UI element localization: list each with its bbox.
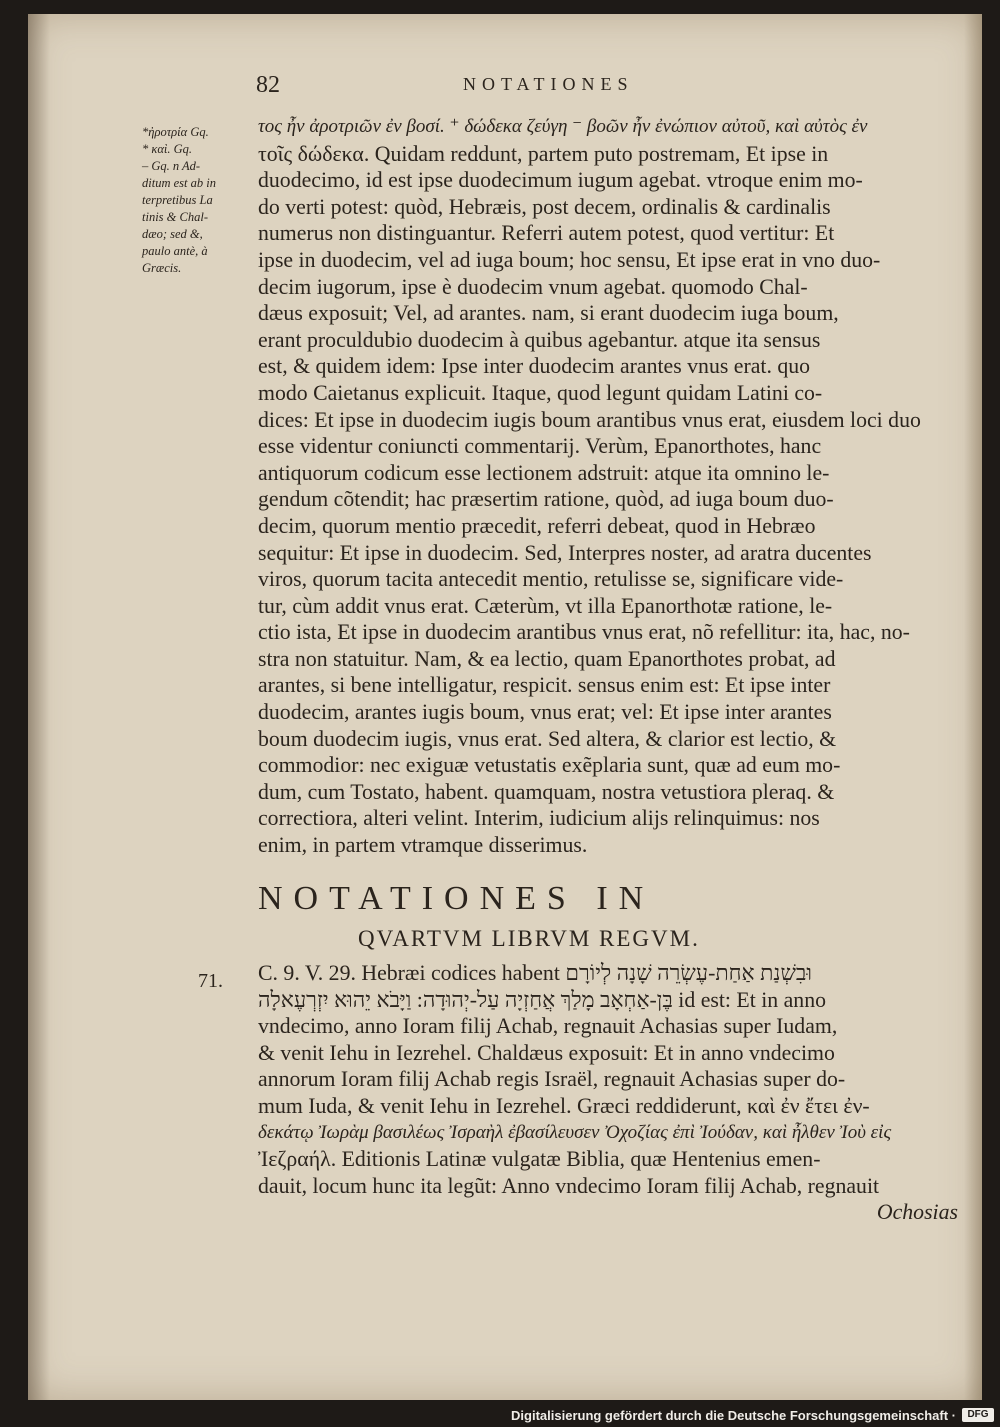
body-line: dauit, locum hunc ita legũt: Anno vndecimo Ioram filij Achab, regnauit xyxy=(258,1173,880,1198)
body-line: dices: Et ipse in duodecim iugis boum arantibus vnus erat, eiusdem loci duo xyxy=(258,407,921,432)
body-line: בֶּן-אַחְאָב מָלַךְ אֲחַזְיָה עַל-יְהוּדָה: וַיָּבֹא יֵהוּא יִזְרְעֶאלָה id est: Et in anno xyxy=(258,987,827,1012)
body-line: & venit Iehu in Iezrehel. Chaldæus exposuit: Et in anno vndecimo xyxy=(258,1040,835,1065)
main-text-block xyxy=(258,114,958,859)
margin-note-line: ditum est ab in xyxy=(142,176,216,190)
body-line: numerus non distinguantur. Referri autem potest, quod vertitur: Et xyxy=(258,221,835,246)
body-line: do verti potest: quòd, Hebræis, post decem, ordinalis & cardinalis xyxy=(258,194,831,219)
body-line: ipse in duodecim, vel ad iuga boum; hoc sensu, Et ipse erat in vno duo- xyxy=(258,247,881,272)
body-line: τος ἦν ἀροτριῶν ἐν βοσί. ⁺ δώδεκα ζεύγη ⁻ βοῶν ἦν ἐνώπιον αὐτοῦ, καὶ αὐτὸς ἐν xyxy=(258,116,868,137)
section-title: NOTATIONES IN xyxy=(258,880,655,917)
body-line: gendum cõtendit; hac præsertim ratione, quòd, ad iuga boum duo- xyxy=(258,487,834,512)
running-head-title: NOTATIONES xyxy=(463,74,634,94)
body-line: annorum Ioram filij Achab regis Israël, regnauit Achasias super do- xyxy=(258,1067,846,1092)
body-line: commodior: nec exiguæ vetustatis exẽplaria sunt, quæ ad eum mo- xyxy=(258,753,841,778)
body-line: boum duodecim iugis, vnus erat. Sed altera, & clarior est lectio, & xyxy=(258,726,837,751)
body-line: decim, quorum mentio præcedit, referri debeat, quod in Hebræo xyxy=(258,513,816,538)
body-line: arantes, si bene intelligatur, respicit. sensus enim est: Et ipse inter xyxy=(258,673,831,698)
body-line: sequitur: Et ipse in duodecim. Sed, Interpres noster, ad aratra ducentes xyxy=(258,540,872,565)
page-number: 82 xyxy=(256,72,280,98)
body-line: vndecimo, anno Ioram filij Achab, regnauit Achasias super Iudam, xyxy=(258,1014,838,1039)
book-page xyxy=(28,14,982,1400)
body-line: C. 9. V. 29. Hebræi codices habent וּבִשְׁנַת אַחַת-עֶשְׂרֵה שָׁנָה לְיוֹרָם xyxy=(258,961,812,985)
body-line: Ἰεζραήλ. Editionis Latinæ vulgatæ Biblia, quæ Hentenius emen- xyxy=(258,1147,821,1172)
body-line: dæus exposuit; Vel, ad arantes. nam, si erant duodecim iuga boum, xyxy=(258,301,839,326)
margin-note-line: *ἠροτρία Gq. xyxy=(142,125,209,139)
section-subtitle: QVARTVM LIBRVM REGVM. xyxy=(358,926,700,951)
margin-note-line: – Gq. n Ad- xyxy=(142,159,201,173)
body-line: stra non statuitur. Nam, & ea lectio, quam Epanorthotes probat, ad xyxy=(258,646,836,671)
margin-note-line: paulo antè, à xyxy=(142,244,208,258)
gutter-shadow xyxy=(28,14,50,1400)
body-line: esse videntur coniuncti commentarij. Verùm, Epanorthotes, hanc xyxy=(258,434,822,459)
body-line: δεκάτῳ Ἰωρὰμ βασιλέως Ἰσραὴλ ἐβασίλευσεν Ὀχοζίας ἐπὶ Ἰούδαν, καὶ ἦλθεν Ἰοὺ εἰς xyxy=(258,1121,892,1143)
margin-note-line: terpretibus La xyxy=(142,193,213,207)
lower-text-block xyxy=(258,960,958,1226)
body-line: mum Iuda, & venit Iehu in Iezrehel. Græci reddiderunt, καὶ ἐν ἔτει ἐν- xyxy=(258,1093,870,1118)
body-line: ctio ista, Et ipse in duodecim arantibus vnus erat, nõ refellitur: ita, hac, no- xyxy=(258,620,910,645)
body-line: erant proculdubio duodecim à quibus agebantur. atque ita sensus xyxy=(258,327,821,352)
body-line: correctiora, alteri velint. Interim, iudicium alijs relinquimus: nos xyxy=(258,806,820,831)
digitization-footer xyxy=(0,1402,1000,1427)
margin-note-line: * καὶ. Gq. xyxy=(142,142,193,156)
body-line: enim, in partem vtramque disserimus. xyxy=(258,833,588,858)
body-line: duodecimo, id est ipse duodecimum iugum agebat. vtroque enim mo- xyxy=(258,168,863,193)
margin-note-line: tinis & Chal- xyxy=(142,210,208,224)
margin-note-line: Græcis. xyxy=(142,261,182,275)
dfg-logo: DFG xyxy=(962,1408,994,1422)
margin-note xyxy=(142,124,260,277)
body-line: viros, quorum tacita antecedit mentio, retulisse se, significare vide- xyxy=(258,567,844,592)
catchword: Ochosias xyxy=(876,1200,958,1225)
body-line: duodecim, arantes iugis boum, vnus erat; vel: Et ipse inter arantes xyxy=(258,700,832,725)
body-line: dum, cum Tostato, habent. quamquam, nostra vetustiora pleraq. & xyxy=(258,779,835,804)
footer-text: Digitalisierung gefördert durch die Deutsche Forschungsgemeinschaft · xyxy=(511,1408,956,1423)
margin-reference-number: 71. xyxy=(198,970,223,992)
running-head xyxy=(256,72,956,102)
page-edge xyxy=(964,14,982,1400)
body-line: tur, cùm addit vnus erat. Cæterùm, vt illa Epanorthotæ ratione, le- xyxy=(258,593,833,618)
body-line: antiquorum codicum esse lectionem adstruit: atque ita omnino le- xyxy=(258,460,830,485)
body-line: modo Caietanus explicuit. Itaque, quod legunt quidam Latini co- xyxy=(258,380,823,405)
margin-note-line: dæo; sed &, xyxy=(142,227,203,241)
body-line: est, & quidem idem: Ipse inter duodecim arantes vnus erat. quo xyxy=(258,354,811,379)
body-line: τοῖς δώδεκα. Quidam reddunt, partem puto postremam, Et ipse in xyxy=(258,141,829,166)
body-line: decim iugorum, ipse è duodecim vnum agebat. quomodo Chal- xyxy=(258,274,808,299)
